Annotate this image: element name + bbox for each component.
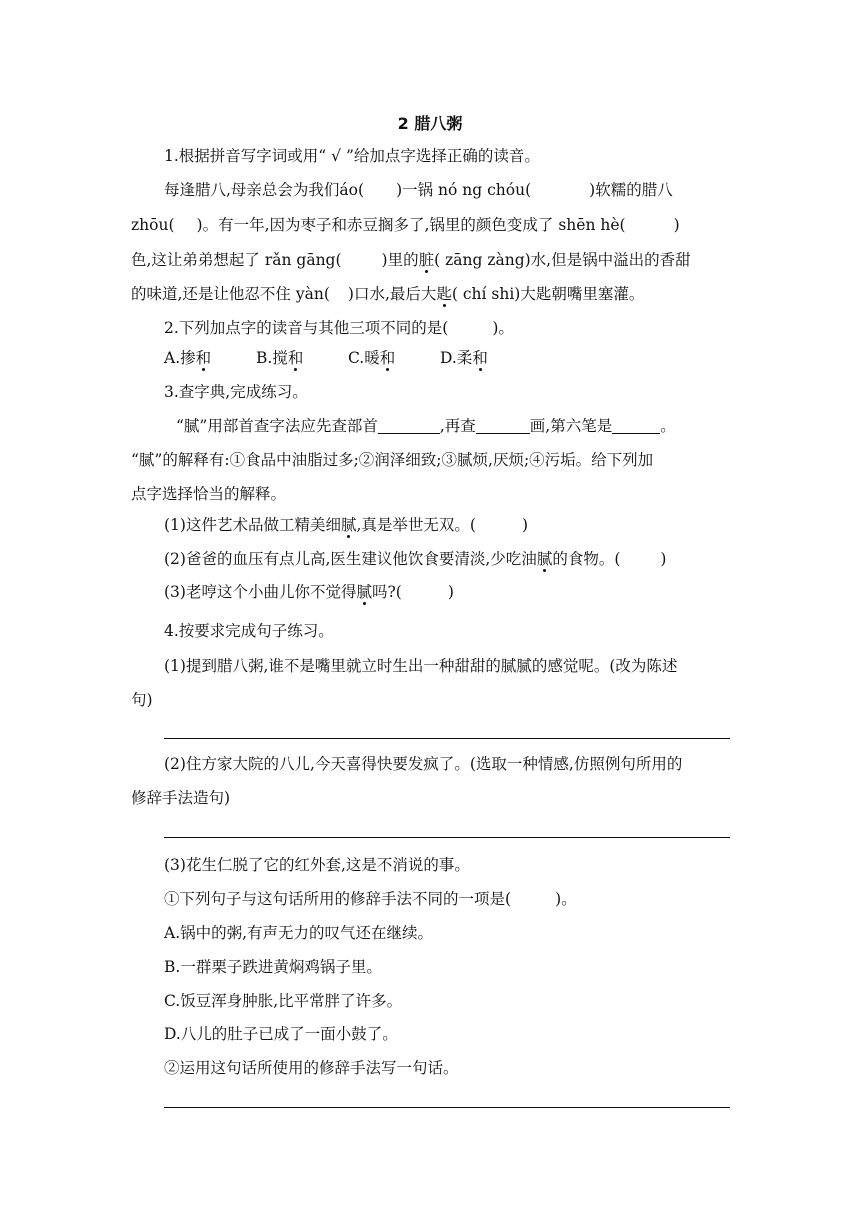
q1-line-4 xyxy=(131,283,731,305)
radical-blank[interactable] xyxy=(378,417,440,434)
q1-line-2 xyxy=(131,214,731,236)
q2-options xyxy=(164,347,764,369)
q4-option-c[interactable]: C.饭豆浑身肿胀,比平常胖了许多。 xyxy=(164,992,403,1010)
q4-option-a[interactable]: A.锅中的粥,有声无力的叹气还在继续。 xyxy=(164,924,434,942)
dotted-char: 腻 xyxy=(356,583,372,601)
dotted-char: 腻 xyxy=(340,516,357,534)
q3-item-1: (1)这件艺术品做工精美细腻,真是举世无双。( ) xyxy=(164,516,529,534)
q3-l1-b: ,再查 xyxy=(439,417,476,435)
dotted-char: 和 xyxy=(287,349,304,367)
stroke-count-blank[interactable] xyxy=(476,417,530,434)
q2-option-c[interactable]: C.暖和 xyxy=(348,349,396,367)
q2-option-b[interactable]: B.搅和 xyxy=(256,349,304,367)
q4-s2-line-1: (2)住方家大院的八儿,今天喜得快要发疯了。(选取一种情感,仿照例句所用的 xyxy=(164,755,683,773)
answer-line[interactable] xyxy=(164,837,730,838)
q1-l1-a: 每逢腊八,母亲总会为我们áo( xyxy=(164,181,365,199)
q1-l2-c: ) xyxy=(673,216,680,234)
dotted-char: 和 xyxy=(195,349,212,367)
q3-l1-c: 画,第六笔是 xyxy=(529,417,613,435)
q4-s3-q2: ②运用这句话所使用的修辞手法写一句话。 xyxy=(164,1059,459,1077)
q3-item-2: (2)爸爸的血压有点儿高,医生建议他饮食要清淡,少吃油腻的食物。( ) xyxy=(164,550,667,568)
q4-s1-line-2: 句) xyxy=(131,691,153,709)
q4-s1-line-1: (1)提到腊八粥,谁不是嘴里就立时生出一种甜甜的腻腻的感觉呢。(改为陈述 xyxy=(164,657,678,675)
q1-l2-a: zhōu( xyxy=(131,216,175,234)
q4-s3-q1: ①下列句子与这句话所用的修辞手法不同的一项是( )。 xyxy=(164,890,577,908)
q3-line-1 xyxy=(176,415,776,437)
q3-line-3: 点字选择恰当的解释。 xyxy=(131,485,287,503)
dotted-char: 和 xyxy=(379,349,396,367)
q2-option-d[interactable]: D.柔和 xyxy=(440,349,488,367)
q1-l2-b: )。有一年,因为枣子和赤豆搁多了,锅里的颜色变成了 shēn hè( xyxy=(196,216,626,234)
q2-prompt-text: 2.下列加点字的读音与其他三项不同的是( xyxy=(164,319,449,337)
page-title: 2 腊八粥 xyxy=(397,114,463,133)
q4-option-b[interactable]: B.一群栗子跌进黄焖鸡锅子里。 xyxy=(164,958,382,976)
q1-l3-b: )里的 xyxy=(381,251,419,269)
q1-l4-c: ( chí shi)大匙朝嘴里塞灌。 xyxy=(451,285,645,303)
q2-prompt-end: )。 xyxy=(492,319,514,337)
dotted-char: 脏 xyxy=(418,251,435,269)
q3-item-3: (3)老哼这个小曲儿你不觉得腻吗?( ) xyxy=(164,583,454,601)
q1-line-3 xyxy=(131,249,731,271)
answer-line[interactable] xyxy=(164,1107,730,1108)
q4-s3: (3)花生仁脱了它的红外套,这是不消说的事。 xyxy=(164,856,470,874)
q3-prompt: 3.查字典,完成练习。 xyxy=(164,383,308,401)
q1-l3-a: 色,这让弟弟想起了 rǎn gāng( xyxy=(131,251,342,269)
q3-l1-d: 。 xyxy=(660,417,676,435)
dotted-char: 腻 xyxy=(536,550,553,568)
dotted-char: 和 xyxy=(472,349,488,367)
q1-l1-c: )软糯的腊八 xyxy=(589,181,673,199)
q1-l1-b: )一锅 nó ng chóu( xyxy=(396,181,532,199)
q2-option-a[interactable]: A.掺和 xyxy=(164,349,212,367)
q4-s2-line-2: 修辞手法造句) xyxy=(131,789,231,807)
dotted-char: 匙 xyxy=(436,285,452,303)
q1-line-1 xyxy=(164,179,764,201)
q1-l4-b: )口水,最后大 xyxy=(347,285,437,303)
q1-l3-c: ( zāng zàng)水,但是锅中溢出的香甜 xyxy=(434,251,691,269)
q2-prompt xyxy=(164,317,764,339)
q4-prompt: 4.按要求完成句子练习。 xyxy=(164,622,334,640)
sixth-stroke-blank[interactable] xyxy=(612,417,660,434)
q3-line-2: “腻”的解释有:①食品中油脂过多;②润泽细致;③腻烦,厌烦;④污垢。给下列加 xyxy=(131,451,654,469)
q1-prompt: 1.根据拼音写字词或用“ √ ”给加点字选择正确的读音。 xyxy=(164,147,540,165)
q4-option-d[interactable]: D.八儿的肚子已成了一面小鼓了。 xyxy=(164,1025,398,1043)
q3-l1-a: “腻”用部首查字法应先查部首 xyxy=(176,417,378,435)
answer-line[interactable] xyxy=(164,738,730,739)
q1-l4-a: 的味道,还是让他忍不住 yàn( xyxy=(131,285,330,303)
